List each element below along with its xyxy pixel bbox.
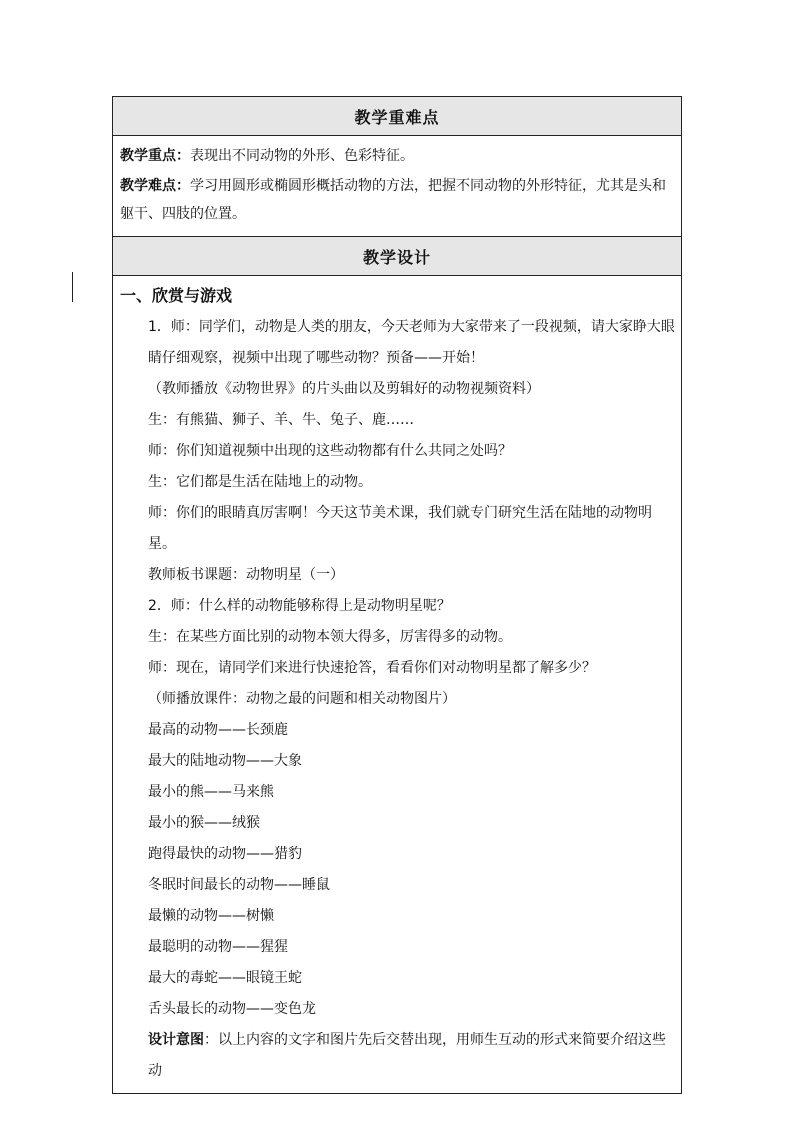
dialogue-line: 师：现在，请同学们来进行快速抢答，看看你们对动物明星都了解多少？ xyxy=(148,660,596,676)
dialogue-line: 生：它们都是生活在陆地上的动物。 xyxy=(148,474,372,490)
design-content-row xyxy=(113,276,682,1094)
animal-record-line: 最大的陆地动物——大象 xyxy=(148,753,302,769)
key-point-label: 教学重点： xyxy=(120,148,190,164)
section-title: 一、欣赏与游戏 xyxy=(120,286,233,305)
dialogue-line: 生：有熊猫、狮子、羊、牛、兔子、鹿…… xyxy=(148,412,414,428)
dialogue-line: 2．师：什么样的动物能够称得上是动物明星呢？ xyxy=(148,598,451,614)
animal-record-line: 最大的毒蛇——眼镜王蛇 xyxy=(148,970,302,986)
focus-header: 教学重难点 xyxy=(113,97,682,136)
lesson-plan-table xyxy=(112,96,682,1094)
dialogue-line: 教师板书课题：动物明星（一） xyxy=(148,567,344,583)
text-cursor-mark xyxy=(72,272,73,302)
animal-record-line: 最小的熊——马来熊 xyxy=(148,784,274,800)
design-header: 教学设计 xyxy=(113,237,682,276)
difficult-point-text: 学习用圆形或椭圆形概括动物的方法，把握不同动物的外形特征，尤其是头和躯干、四肢的位置。 xyxy=(120,178,666,222)
animal-record-line: 舌头最长的动物——变色龙 xyxy=(148,1001,316,1017)
animal-record-line: 最懒的动物——树懒 xyxy=(148,908,274,924)
dialogue-line: 师：你们知道视频中出现的这些动物都有什么共同之处吗？ xyxy=(148,443,512,459)
design-intent-line xyxy=(120,1025,675,1087)
design-intent-label: 设计意图 xyxy=(148,1032,204,1048)
difficult-point-label: 教学难点： xyxy=(120,178,190,194)
dialogue-line: （师播放课件：动物之最的问题和相关动物图片） xyxy=(148,691,456,707)
animal-record-line: 最高的动物——长颈鹿 xyxy=(148,722,288,738)
design-intent-text: ：以上内容的文字和图片先后交替出现，用师生互动的形式来简要介绍这些动 xyxy=(148,1032,666,1079)
dialogue-line: 生：在某些方面比别的动物本领大得多，厉害得多的动物。 xyxy=(148,629,512,645)
dialogue-line: 师：你们的眼睛真厉害啊！今天这节美术课，我们就专门研究生活在陆地的动物明星。 xyxy=(148,505,652,552)
dialogue-line: 1．师：同学们，动物是人类的朋友，今天老师为大家带来了一段视频，请大家睁大眼睛仔细观察，视频中出现了哪些动物？预备——开始！ xyxy=(148,319,675,366)
animal-record-line: 最小的猴——绒猴 xyxy=(148,815,260,831)
animal-record-line: 冬眠时间最长的动物——睡鼠 xyxy=(148,877,330,893)
design-header-row xyxy=(113,237,682,276)
key-point-text: 表现出不同动物的外形、色彩特征。 xyxy=(190,148,414,164)
animal-record-line: 跑得最快的动物——猎豹 xyxy=(148,846,302,862)
dialogue-line: （教师播放《动物世界》的片头曲以及剪辑好的动物视频资料） xyxy=(148,381,540,397)
teaching-key-point xyxy=(120,142,675,170)
teaching-difficult-point xyxy=(120,172,675,228)
focus-header-row xyxy=(113,97,682,136)
animal-record-line: 最聪明的动物——猩猩 xyxy=(148,939,288,955)
design-content xyxy=(113,276,681,1093)
focus-content-row xyxy=(113,136,682,237)
focus-content xyxy=(113,136,681,236)
